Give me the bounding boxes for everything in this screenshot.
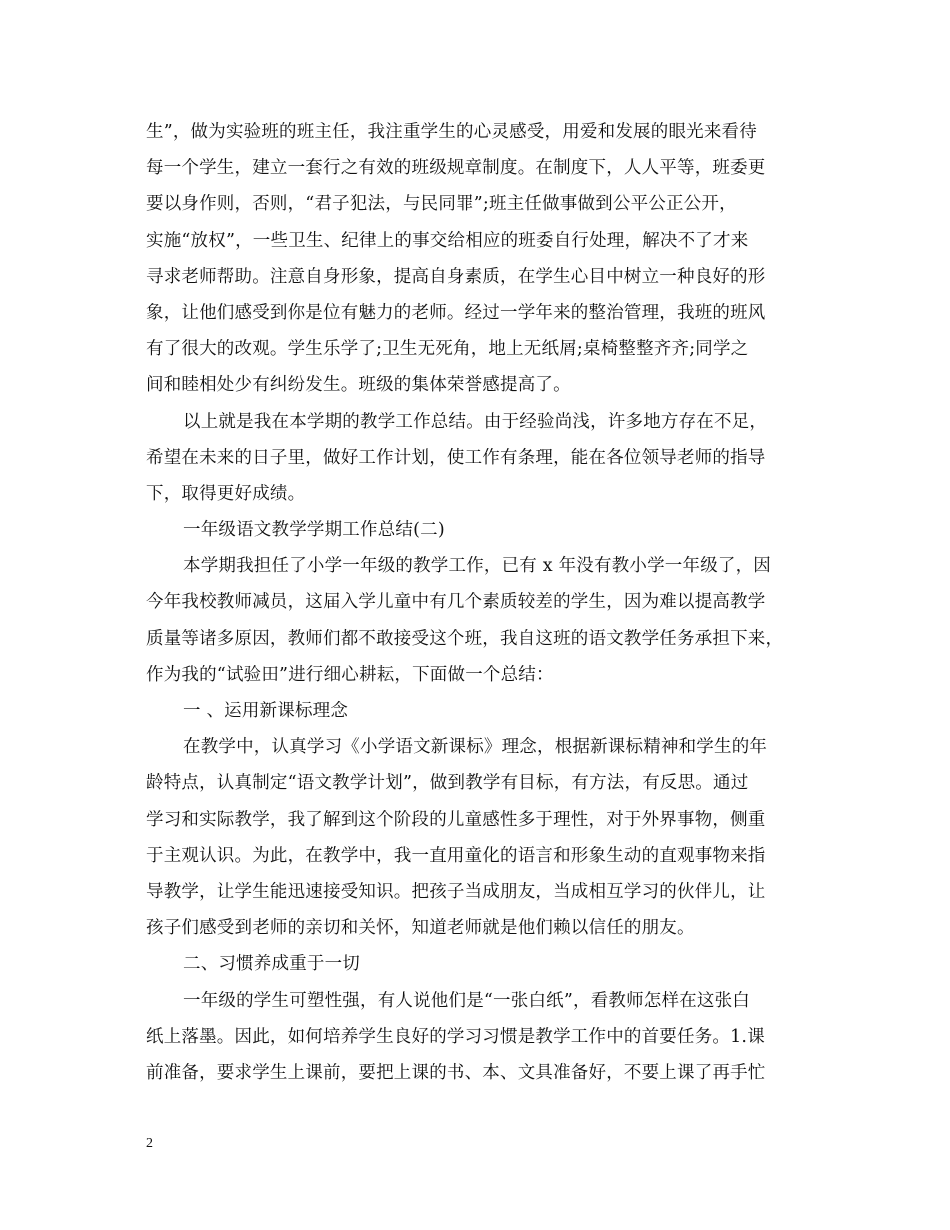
text-line: 纸上落墨。因此，如何培养学生良好的学习习惯是教学工作中的首要任务。1.课 [146, 1026, 765, 1047]
text-line: 在教学中，认真学习《小学语文新课标》理念，根据新课标精神和学生的年 [183, 737, 768, 758]
page-number: 2 [146, 1136, 153, 1151]
text-line: 实施“放权”，一些卫生、纪律上的事交给相应的班委自行处理，解决不了才来 [146, 230, 749, 251]
text-line: 生”，做为实验班的班主任，我注重学生的心灵感受，用爱和发展的眼光来看待 [146, 122, 757, 142]
text-line: 本学期我担任了小学一年级的教学工作，已有 x 年没有教小学一年级了，因 [183, 556, 771, 577]
text-line: 龄特点，认真制定“语文教学计划”，做到教学有目标，有方法，有反思。通过 [146, 773, 749, 794]
text-line: 一年级语文教学学期工作总结(二) [183, 520, 445, 541]
text-line: 有了很大的改观。学生乐学了;卫生无死角，地上无纸屑;桌椅整整齐齐;同学之 [146, 339, 749, 360]
text-line: 于主观认识。为此，在教学中，我一直用童化的语言和形象生动的直观事物来指 [146, 845, 766, 866]
text-line: 寻求老师帮助。注意自身形象，提高自身素质，在学生心目中树立一种良好的形 [146, 266, 766, 287]
text-line: 要以身作则，否则，“君子犯法，与民同罪”;班主任做事做到公平公正公开， [146, 194, 737, 215]
text-line: 前准备，要求学生上课前，要把上课的书、本、文具准备好，不要上课了再手忙 [146, 1062, 766, 1083]
text-line: 下，取得更好成绩。 [146, 483, 306, 504]
text-line: 间和睦相处少有纠纷发生。班级的集体荣誉感提高了。 [146, 375, 571, 396]
text-line: 孩子们感受到老师的亲切和关怀，知道老师就是他们赖以信任的朋友。 [146, 918, 695, 939]
text-line: 一 、运用新课标理念 [183, 701, 349, 721]
text-line: 以上就是我在本学期的教学工作总结。由于经验尚浅，许多地方存在不足， [183, 411, 768, 432]
text-line: 二、习惯养成重于一切 [183, 954, 360, 975]
document-body [146, 114, 810, 1091]
text-line: 导教学，让学生能迅速接受知识。把孩子当成朋友，当成相互学习的伙伴儿，让 [146, 881, 766, 902]
text-line: 一年级的学生可塑性强，有人说他们是“一张白纸”，看教师怎样在这张白 [183, 990, 750, 1011]
text-line: 象，让他们感受到你是位有魅力的老师。经过一学年来的整治管理，我班的班风 [146, 302, 766, 323]
text-line: 每一个学生，建立一套行之有效的班级规章制度。在制度下，人人平等，班委更 [146, 158, 766, 179]
text-line: 学习和实际教学，我了解到这个阶段的儿童感性多于理性，对于外界事物，侧重 [146, 809, 766, 830]
text-line: 今年我校教师减员，这届入学儿童中有几个素质较差的学生，因为难以提高教学 [146, 592, 766, 613]
text-line: 质量等诸多原因，教师们都不敢接受这个班，我自这班的语文教学任务承担下来， [146, 628, 784, 649]
text-line: 作为我的“试验田”进行细心耕耘，下面做一个总结： [146, 664, 554, 685]
text-line: 希望在未来的日子里，做好工作计划，使工作有条理，能在各位领导老师的指导 [146, 447, 766, 468]
